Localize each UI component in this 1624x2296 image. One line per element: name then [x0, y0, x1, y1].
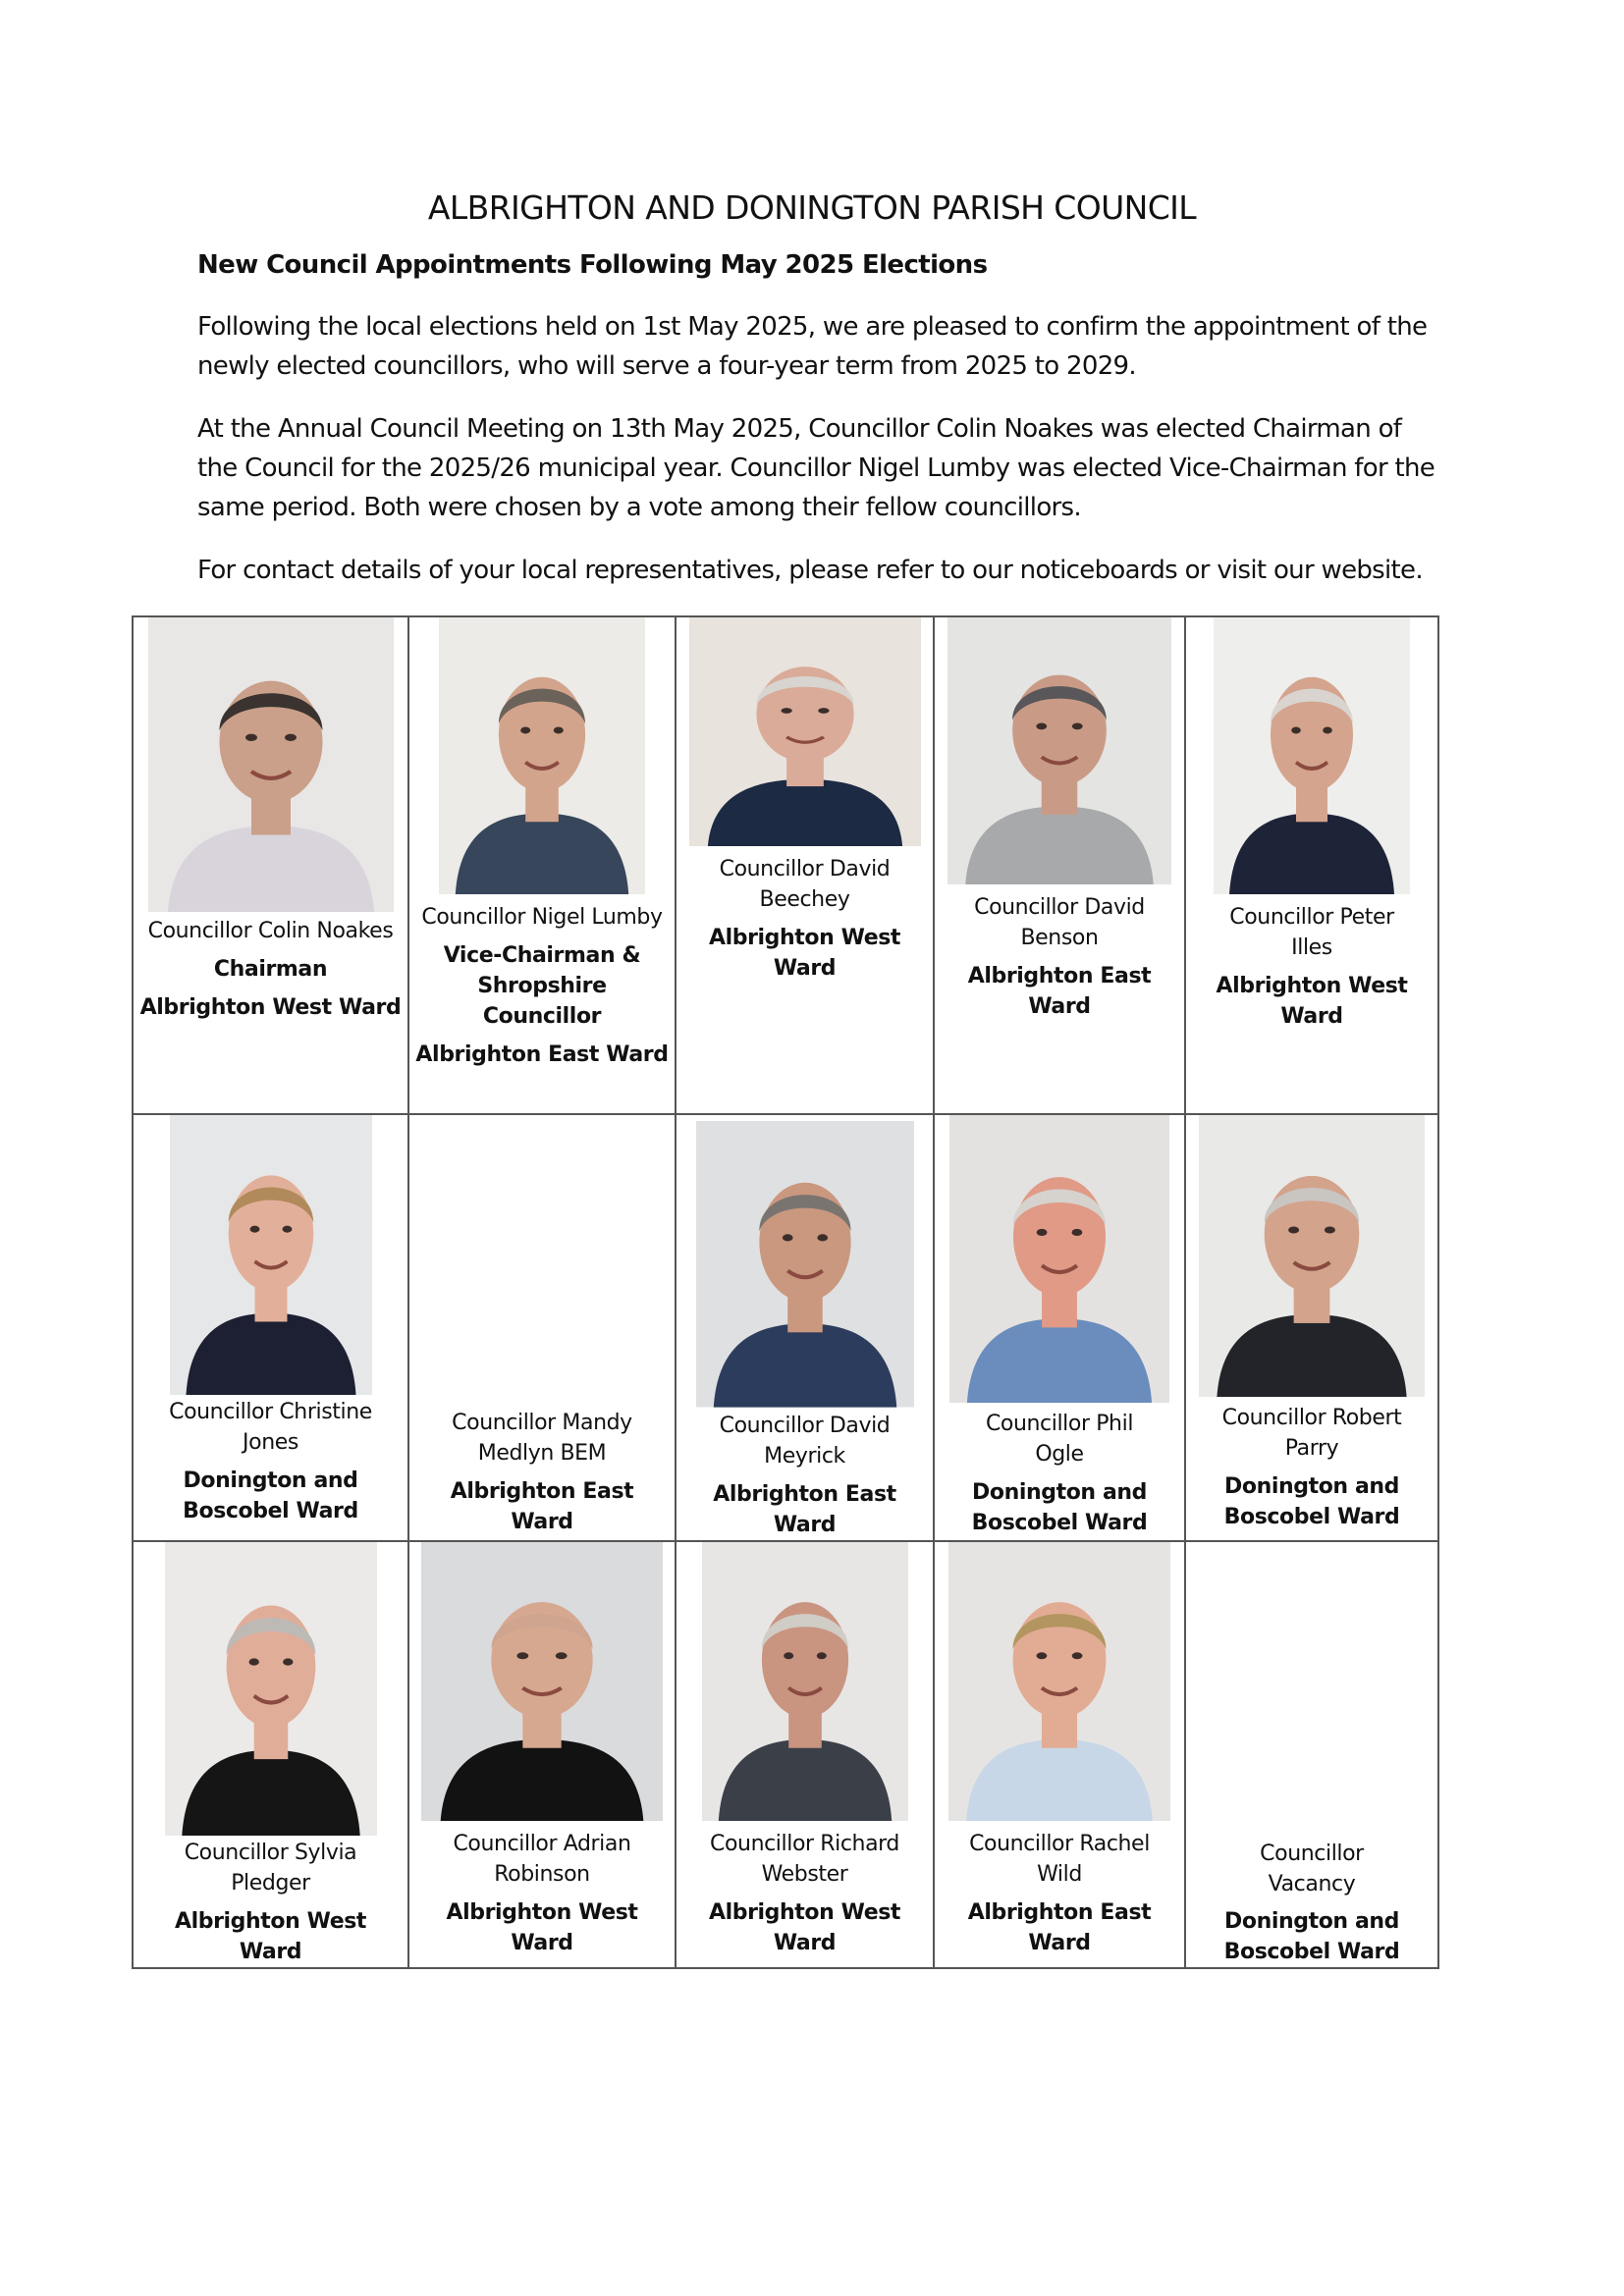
- councillor-photo: [170, 1115, 372, 1395]
- councillor-card: [133, 1114, 408, 1541]
- councillor-card-content: [935, 1542, 1184, 1967]
- councillor-card-content: [134, 1115, 407, 1540]
- councillor-ward: Albrighton West Ward: [708, 1900, 901, 1955]
- portrait-illustration: [1214, 617, 1410, 894]
- grid-row: [133, 616, 1438, 1114]
- portrait-illustration: [165, 1542, 377, 1836]
- councillor-photo: [1214, 617, 1410, 894]
- councillor-card: [934, 616, 1185, 1114]
- councillor-ward: Albrighton East Ward: [450, 1479, 634, 1534]
- councillor-name: Councillor Rachel Wild: [969, 1832, 1150, 1887]
- councillor-card-content: [677, 1542, 933, 1967]
- portrait-illustration: [439, 617, 645, 894]
- councillor-photo: [1199, 1115, 1425, 1397]
- councillor-role: Vice-Chairman & Shropshire Councillor: [443, 943, 641, 1029]
- councillor-card-content: [409, 617, 675, 1113]
- councillor-photo: [689, 617, 921, 846]
- councillor-photo: [948, 1542, 1170, 1821]
- councillor-photo: [148, 617, 394, 912]
- portrait-illustration: [421, 1542, 663, 1821]
- grid-row: [133, 1541, 1438, 1968]
- portrait-illustration: [949, 1115, 1169, 1403]
- councillor-name: Councillor Phil Ogle: [985, 1412, 1134, 1467]
- councillor-ward: Donington and Boscobel Ward: [183, 1468, 358, 1523]
- councillor-name: Councillor Richard Webster: [710, 1832, 899, 1887]
- contact-paragraph: For contact details of your local representatives, please refer to our noticeboards or visit our website.: [197, 556, 1423, 585]
- councillor-ward: Albrighton West Ward: [446, 1900, 638, 1955]
- councillor-photo: [702, 1542, 908, 1821]
- councillor-card: [676, 1541, 934, 1968]
- councillor-photo: [439, 617, 645, 894]
- councillor-card-content: [677, 1115, 933, 1540]
- portrait-illustration: [148, 617, 394, 912]
- councillor-card-content: [677, 617, 933, 1113]
- councillor-name: Councillor Christine Jones: [169, 1400, 372, 1455]
- councillor-name: Councillor Adrian Robinson: [453, 1832, 631, 1887]
- councillor-card: [408, 1114, 676, 1541]
- councillor-ward: Albrighton West Ward: [708, 926, 901, 981]
- councillor-card-content: [935, 1115, 1184, 1540]
- page-title: ALBRIGHTON AND DONINGTON PARISH COUNCIL: [427, 188, 1197, 227]
- councillor-photo: [421, 1542, 663, 1821]
- meeting-paragraph: At the Annual Council Meeting on 13th May 2025, Councillor Colin Noakes was elected Chairman of the Council for the 2025/26 municipal year. Councillor Nigel Lumby was elected Vice-Chairman for the same period. Both were chosen by a vote among their fellow councillors.: [197, 414, 1435, 522]
- councillor-ward: Donington and Boscobel Ward: [1223, 1909, 1400, 1964]
- councillor-card-content: [409, 1542, 675, 1967]
- councillor-name: Councillor David Beechey: [719, 857, 891, 912]
- councillor-name: Councillor Mandy Medlyn BEM: [452, 1411, 632, 1466]
- councillor-name: Councillor Nigel Lumby: [421, 905, 663, 930]
- councillor-card: [1185, 1541, 1438, 1968]
- councillor-card: [1185, 616, 1438, 1114]
- councillor-card: [133, 616, 408, 1114]
- councillor-name: Councillor David Meyrick: [719, 1414, 891, 1469]
- councillor-card-content: [1186, 617, 1437, 1113]
- portrait-illustration: [702, 1542, 908, 1821]
- portrait-illustration: [696, 1121, 914, 1408]
- councillor-ward: Albrighton East Ward: [967, 1900, 1152, 1955]
- portrait-illustration: [1199, 1115, 1425, 1397]
- councillor-ward: Albrighton West Ward: [174, 1909, 367, 1964]
- councillor-ward: Albrighton East Ward: [967, 964, 1152, 1019]
- intro-paragraph: Following the local elections held on 1st May 2025, we are pleased to confirm the appointment of the newly elected councillors, who will serve a four-year term from 2025 to 2029.: [197, 312, 1428, 381]
- councillor-card-content: [134, 617, 407, 1113]
- portrait-illustration: [947, 617, 1171, 884]
- councillor-ward: Albrighton West Ward: [139, 995, 402, 1020]
- councillor-grid: [132, 615, 1439, 1969]
- councillor-ward: Albrighton East Ward: [415, 1042, 669, 1067]
- councillor-card: [676, 1114, 934, 1541]
- councillor-photo: [696, 1121, 914, 1408]
- grid-row: [133, 1114, 1438, 1541]
- councillor-ward: Albrighton West Ward: [1216, 974, 1408, 1029]
- portrait-illustration: [689, 617, 921, 846]
- councillor-card-content: [1186, 1115, 1437, 1540]
- councillor-ward: Albrighton East Ward: [713, 1482, 896, 1537]
- portrait-illustration: [170, 1115, 372, 1395]
- councillor-name: Councillor Robert Parry: [1221, 1406, 1402, 1461]
- councillor-photo: [947, 617, 1171, 884]
- councillor-card-content: [935, 617, 1184, 1113]
- councillor-card: [676, 616, 934, 1114]
- councillor-card: [408, 616, 676, 1114]
- councillor-name: Councillor Sylvia Pledger: [184, 1841, 357, 1896]
- councillor-card: [934, 1114, 1185, 1541]
- councillor-name: Councillor Colin Noakes: [147, 919, 394, 943]
- page-subtitle: New Council Appointments Following May 2025 Elections: [197, 250, 988, 280]
- councillor-card-content: [134, 1542, 407, 1967]
- councillor-card-content: [1186, 1542, 1437, 1967]
- councillor-name: Councillor Peter Illes: [1229, 905, 1394, 960]
- councillor-card-content: [409, 1115, 675, 1540]
- councillor-ward: Donington and Boscobel Ward: [1223, 1474, 1400, 1529]
- councillor-role: Chairman: [213, 957, 328, 982]
- councillor-ward: Donington and Boscobel Ward: [971, 1480, 1148, 1535]
- councillor-card: [1185, 1114, 1438, 1541]
- councillor-card: [934, 1541, 1185, 1968]
- councillor-photo: [949, 1115, 1169, 1403]
- councillor-name: Councillor Vacancy: [1260, 1841, 1364, 1896]
- councillor-photo: [165, 1542, 377, 1836]
- portrait-illustration: [948, 1542, 1170, 1821]
- councillor-card: [133, 1541, 408, 1968]
- councillor-card: [408, 1541, 676, 1968]
- councillor-name: Councillor David Benson: [974, 895, 1145, 950]
